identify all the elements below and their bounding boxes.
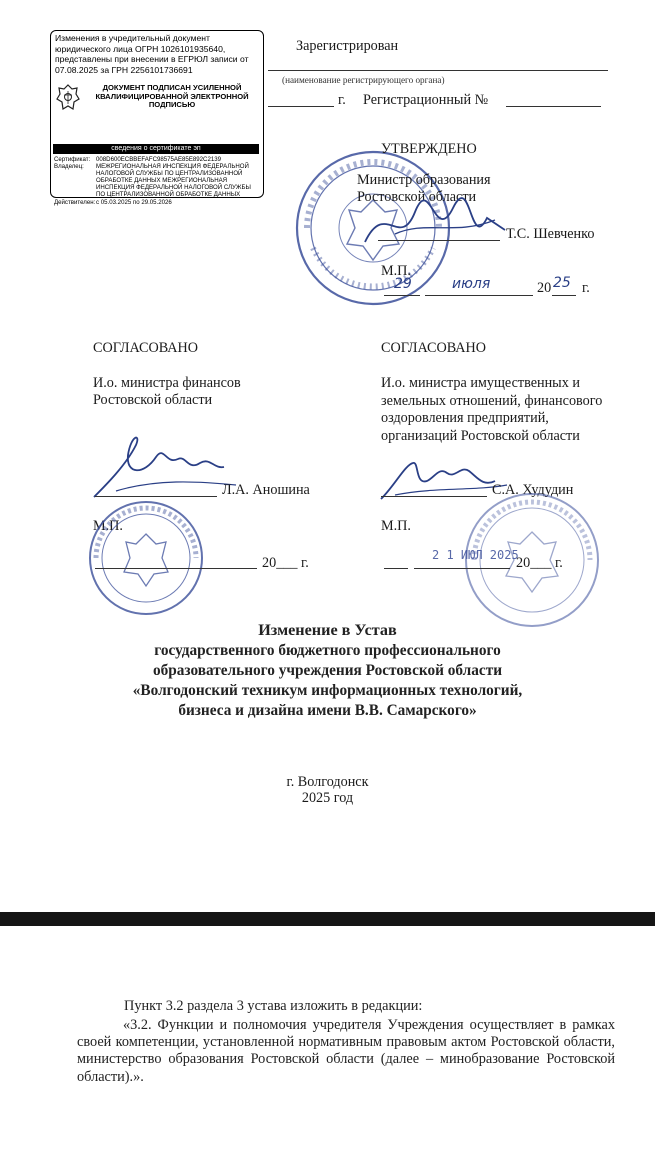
valid-value: с 05.03.2025 по 29.05.2026 [96,198,172,206]
document-page-2 [0,926,655,1164]
agreed-left-name: Л.А. Аношина [222,482,310,498]
city: г. Волгодонск [286,774,369,790]
owner-value: МЕЖРЕГИОНАЛЬНАЯ ИНСПЕКЦИЯ ФЕДЕРАЛЬНОЙ НАЛОГОВОЙ СЛУЖБЫ ПО ЦЕНТРАЛИЗОВАННОЙ ОБРАБОТКЕ ДАННЫХ МЕЖРЕГИОНАЛЬНАЯ ИНСПЕКЦИЯ ФЕДЕРАЛЬНОЙ НАЛОГОВОЙ СЛУЖБЫ ПО ЦЕНТРАЛИЗОВАННОЙ ОБРАБОТКЕ ДАННЫХ [96,163,251,199]
approved-day-line [384,295,420,296]
agreed-right-position: И.о. министра имущественных и земельных отношений, финансового оздоровления предприятий, организаций Ростовской области [381,375,603,444]
cert-value: 008D600ECBBEFAFC98575AE85E892C2139 [96,156,222,163]
valid-label: Действителен: [54,198,96,206]
owner-label: Владелец: [54,163,84,171]
approved-year-line [552,295,576,296]
page-separator [0,912,655,926]
reg-number-label: Регистрационный № [363,92,489,108]
agreed-right-day-line [384,568,408,569]
agreed-right-mp: М.П. [381,518,411,534]
agreed-left-sign-line [95,496,217,497]
agreed-left-title: СОГЛАСОВАНО [93,340,199,356]
approved-position: Министр образования Ростовской области [357,172,491,205]
signed-header: ДОКУМЕНТ ПОДПИСАН УСИЛЕННОЙ КВАЛИФИЦИРОВАННОЙ ЭЛЕКТРОННОЙ ПОДПИСЬЮ [95,83,249,110]
agreed-right-name: С.А. Худудин [492,482,574,498]
org-caption: (наименование регистрирующего органа) [282,75,445,85]
registered-label: Зарегистрирован [296,38,399,54]
agreed-left-date-tail: 20___ г. [262,555,309,571]
reg-date-line [268,106,334,107]
agreed-right-sign-line [381,496,487,497]
agreed-left-position: И.о. министра финансов Ростовской области [93,375,241,408]
agreed-right-month-line [414,568,510,569]
doc-title-line3: образовательного учреждения Ростовской области [152,662,503,679]
e-signature-block [50,30,264,206]
approved-month-line [425,295,533,296]
cert-info-bar: сведения о сертификате эп [53,144,259,154]
agreed-right-date-tail: 20___ г. [516,555,563,571]
agreed-right-title: СОГЛАСОВАНО [381,340,487,356]
egrul-change-note: Изменения в учредительный документ юридического лица ОГРН 1026101935640, представлены при внесении в ЕГРЮЛ записи от 07.08.2025 за ГРН 2256101736691 [55,33,249,75]
approved-day: 29 [394,276,412,292]
approved-mp: М.П. [381,263,411,279]
agreed-right-date-stamp: 2 1 ИЮЛ 2025 [432,548,519,562]
agreed-left-mp: М.П. [93,518,123,534]
org-name-line [268,70,608,71]
doc-title-line4: «Волгодонский техникум информационных технологий, [132,682,523,699]
cert-details [54,156,260,206]
page2-text: «3.2. Функции и полномочия учредителя Учреждения осуществляет в рамках своей компетенции, установленной нормативным правовым актом Ростовской области, министерство образования Ростовской области (далее – минобразование Ростовской области).». [77,1017,615,1085]
page2-intro: Пункт 3.2 раздела 3 устава изложить в редакции: [124,998,423,1014]
approved-month: июля [452,276,491,292]
cert-label: Сертификат: [54,156,91,163]
agreed-left-date-line [95,568,257,569]
doc-title-line1: Изменение в Устав [258,621,397,639]
doc-title-line2: государственного бюджетного профессионального [154,642,501,659]
reg-number-line [506,106,601,107]
approved-title: УТВЕРЖДЕНО [381,141,477,157]
approved-signature [355,190,515,255]
finance-ministry-stamp [86,498,206,618]
approved-year-hand: 25 [553,275,571,291]
year-suffix: г. [338,92,346,108]
approved-year-prefix: 20 [537,280,552,296]
year: 2025 год [301,790,354,806]
approved-name: Т.С. Шевченко [506,226,595,242]
doc-title-line5: бизнеса и дизайна имени В.В. Самарского» [178,702,477,719]
coat-of-arms-icon [55,83,81,113]
approved-year-suffix: г. [582,280,590,296]
